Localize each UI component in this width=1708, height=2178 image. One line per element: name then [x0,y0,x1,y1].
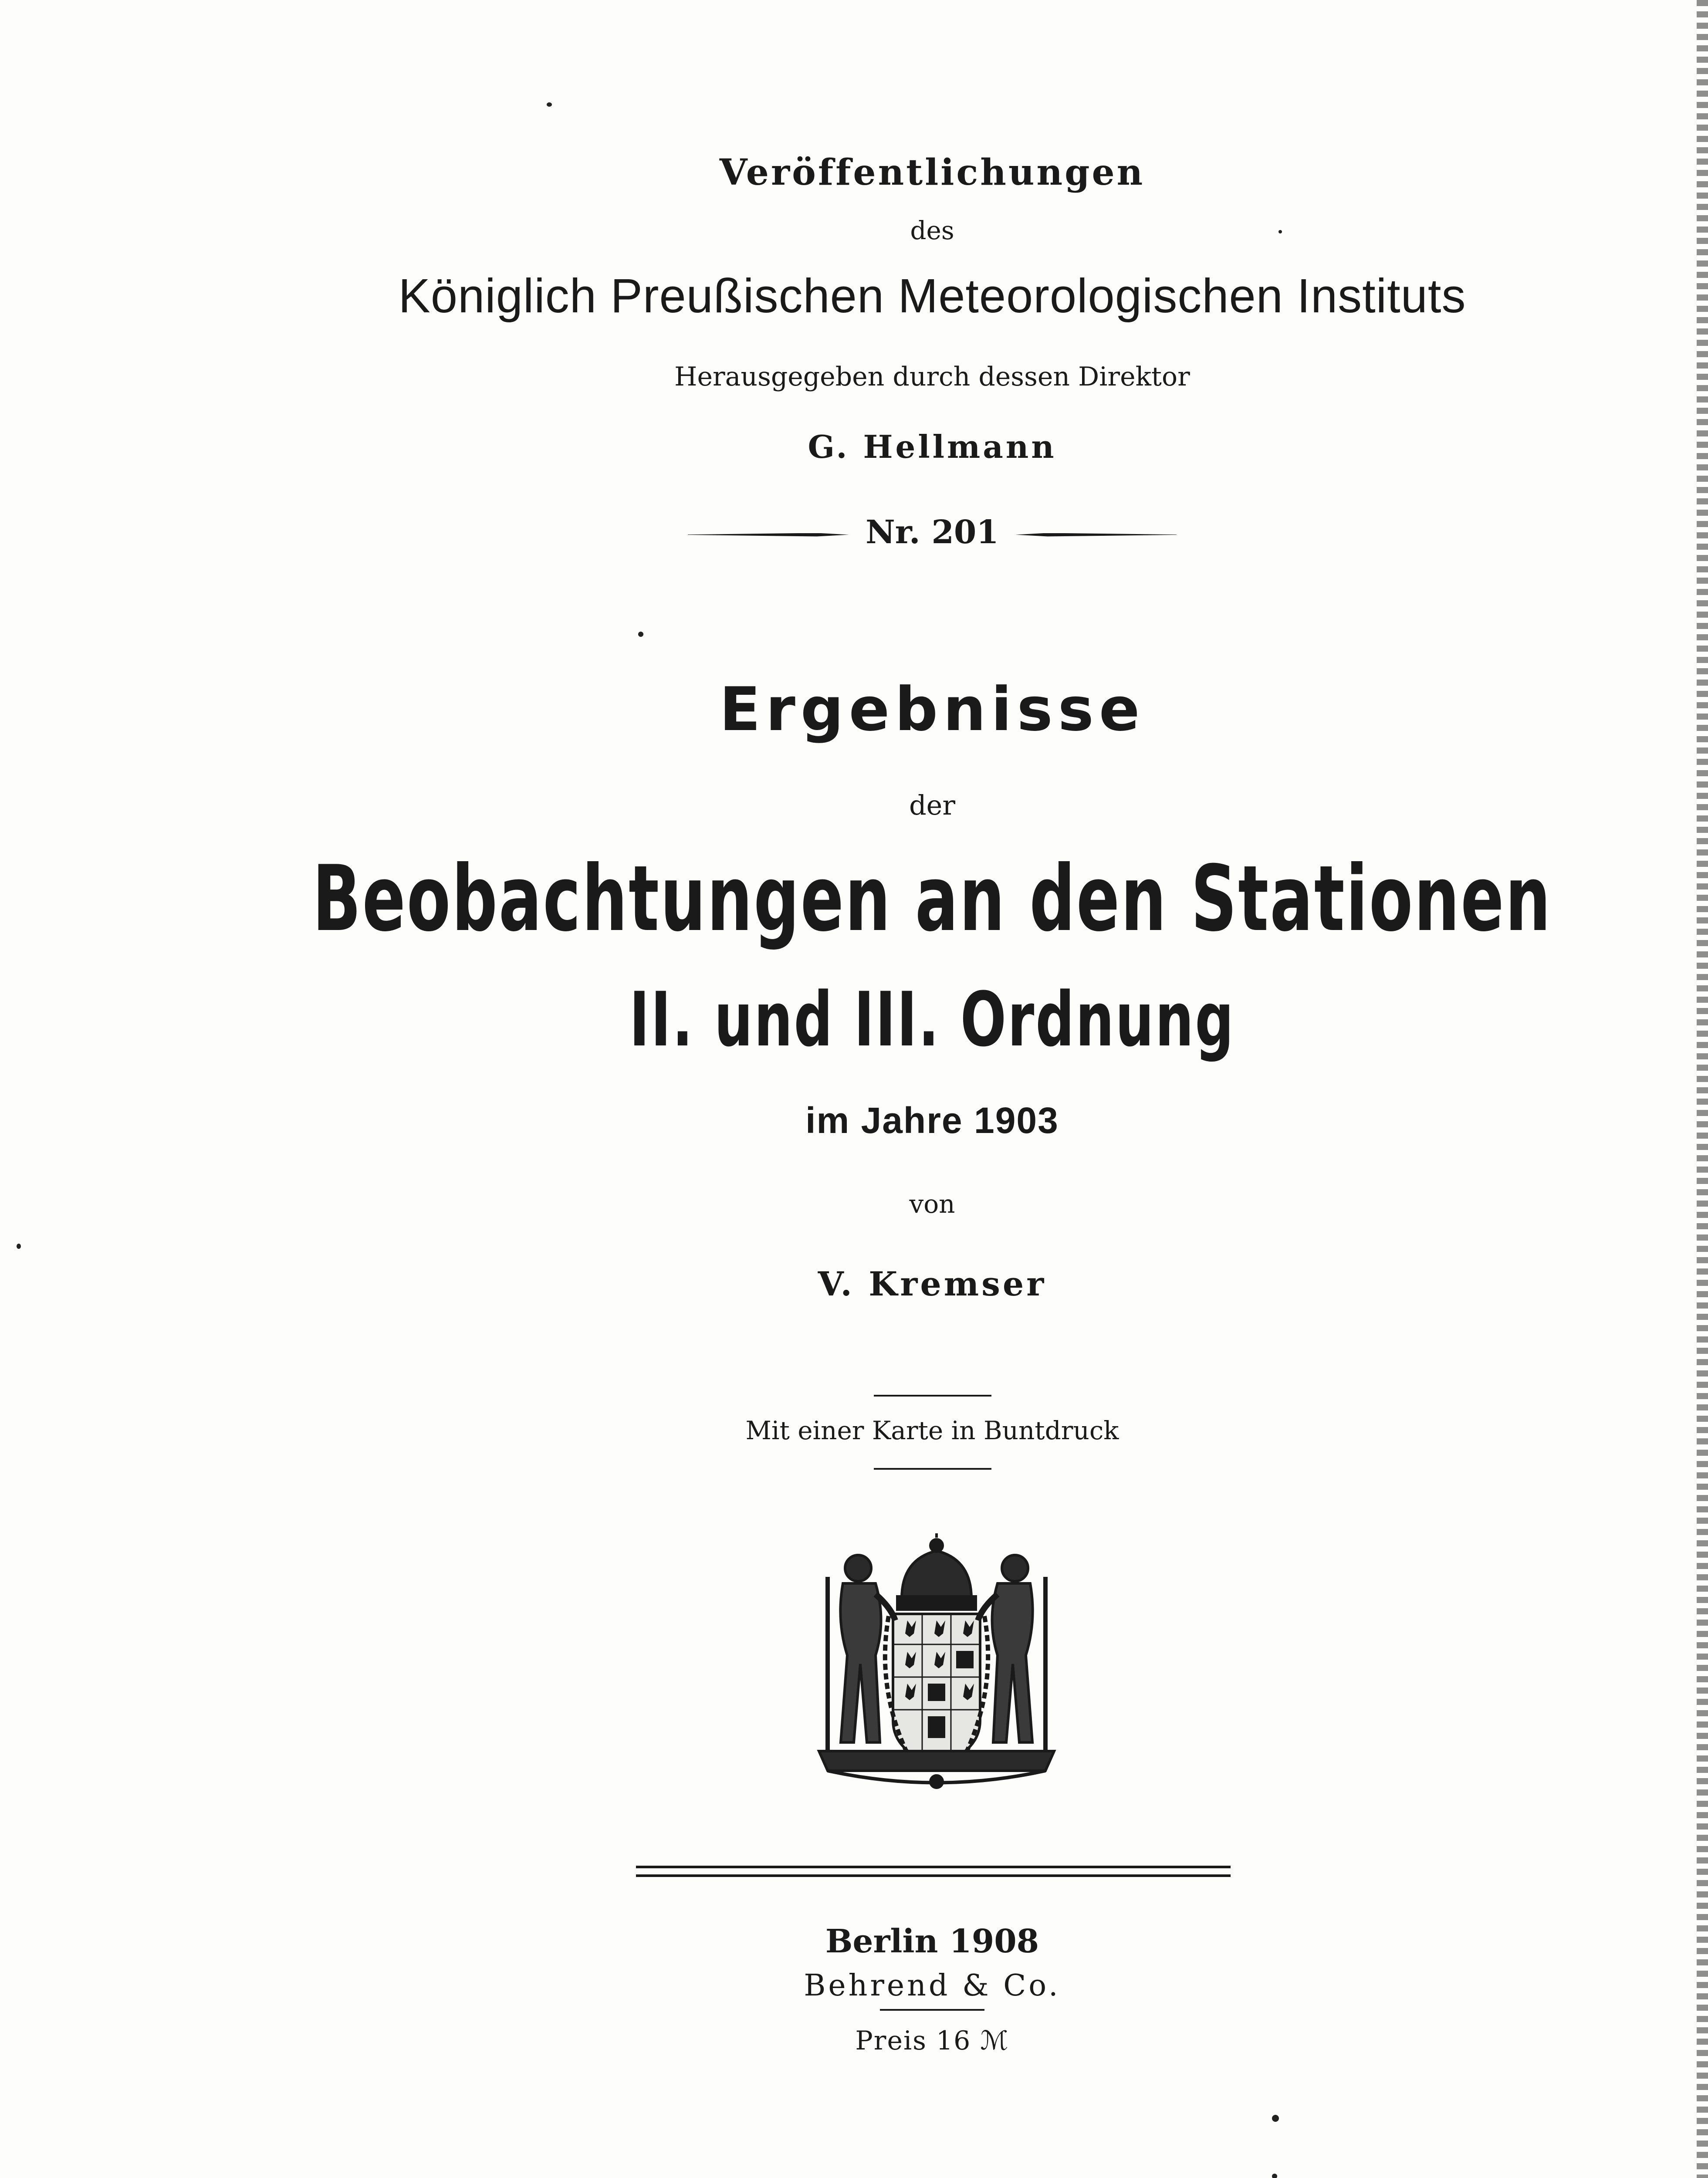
main-title-beobachtungen: Beobachtungen an den Stationen [312,846,1552,952]
divider-rule [880,2009,984,2011]
scan-edge-artifact [1697,0,1708,2178]
ornamental-rule-right [1015,533,1177,537]
year-line: im Jahre 1903 [805,1100,1059,1141]
ornamental-rule-left [688,533,849,537]
main-connector: der [909,789,956,821]
price-line: Preis 16 ℳ [855,2026,1009,2056]
divider-rule [874,1468,991,1470]
issue-number: Nr. 201 [866,514,999,551]
series-connector: des [910,216,954,245]
scan-speck [547,102,552,107]
place-and-year: Berlin 1908 [825,1923,1039,1960]
author-name: V. Kremser [818,1265,1047,1303]
scan-speck [638,632,643,637]
issue-number-line [0,514,1708,551]
series-title: Veröffentlichungen [719,152,1145,193]
main-title-ergebnisse: Ergebnisse [719,674,1145,744]
author-connector: von [909,1189,955,1219]
scan-speck [1278,230,1282,233]
scan-speck [17,1244,21,1249]
prussian-coat-of-arms-icon [810,1533,1063,1795]
double-rule-bottom [636,1874,1231,1877]
supplement-note: Mit einer Karte in Buntdruck [745,1416,1119,1445]
institute-name: Königlich Preußischen Meteorologischen Instituts [398,269,1466,323]
publisher-name: Behrend & Co. [804,1968,1061,2003]
scan-speck [1272,2115,1279,2122]
scan-speck [1272,2174,1277,2178]
main-title-ordnung: II. und III. Ordnung [629,976,1235,1063]
double-rule-top [636,1866,1231,1868]
editor-line: Herausgegeben durch dessen Direktor [674,362,1190,392]
director-name: G. Hellmann [808,428,1057,465]
divider-rule [874,1395,991,1397]
